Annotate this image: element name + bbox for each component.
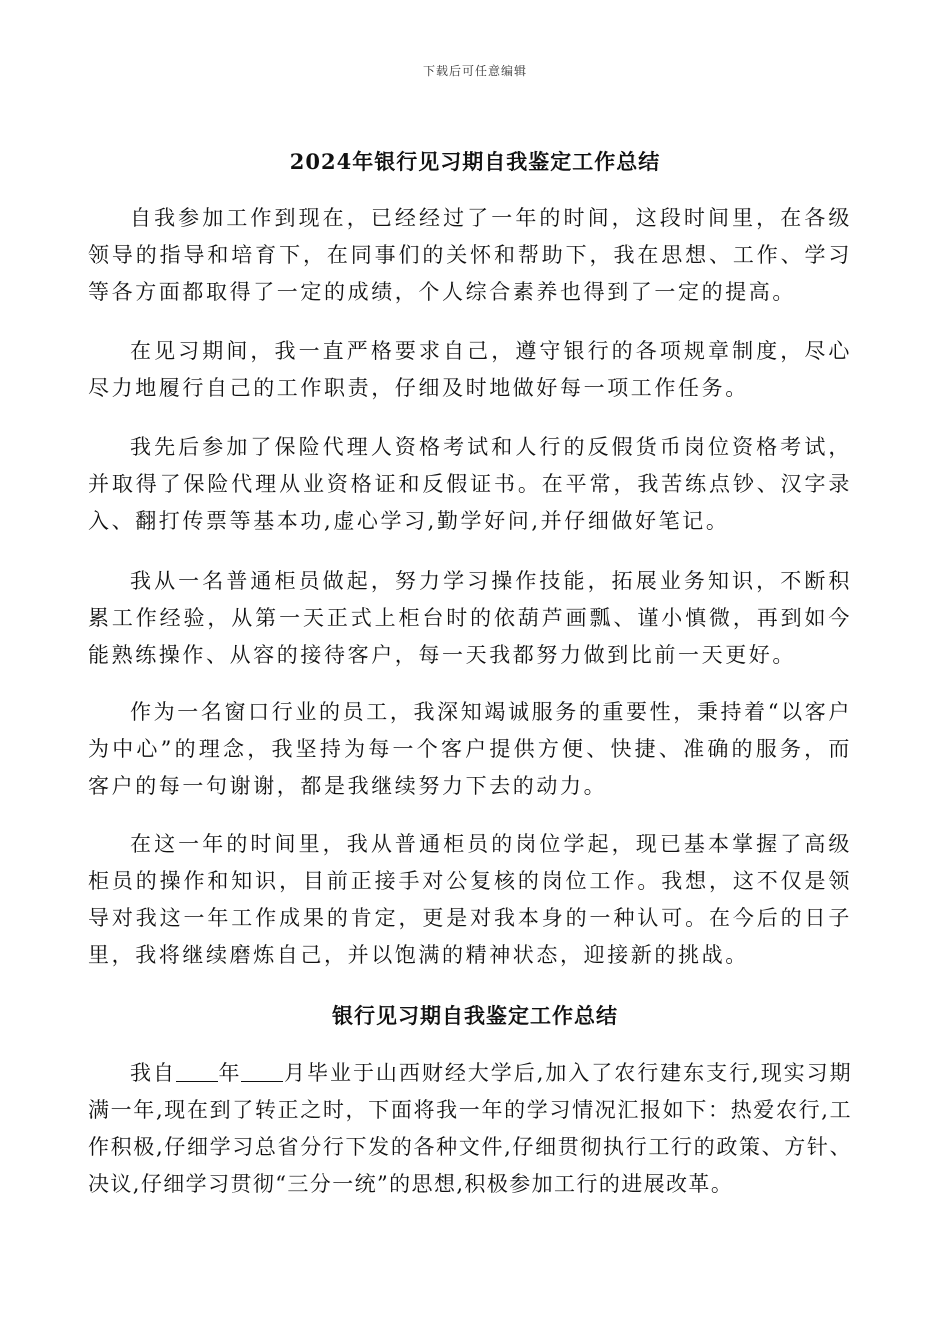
paragraph-1: 自我参加工作到现在，已经经过了一年的时间，这段时间里，在各级领导的指导和培育下，在同事们的关怀和帮助下，我在思想、工作、学习等各方面都取得了一定的成绩，个人综合素养也得到了一定的提高。: [88, 206, 852, 304]
paragraph-6: 在这一年的时间里，我从普通柜员的岗位学起，现已基本掌握了高级柜员的操作和知识，目前正接手对公复核的岗位工作。我想，这不仅是领导对我这一年工作成果的肯定，更是对我本身的一种认可。在今后的日子里，我将继续磨炼自己，并以饱满的精神状态，迎接新的挑战。: [88, 832, 852, 967]
paragraph-7-start: 我自: [130, 1061, 176, 1085]
paragraph-2: 在见习期间，我一直严格要求自己，遵守银行的各项规章制度，尽心尽力地履行自己的工作职责，仔细及时地做好每一项工作任务。: [88, 339, 852, 400]
paragraph-3: 我先后参加了保险代理人资格考试和人行的反假货币岗位资格考试，并取得了保险代理从业资格证和反假证书。在平常，我苦练点钞、汉字录入、翻打传票等基本功,虚心学习,勤学好问,并仔细做好笔记。: [88, 435, 852, 533]
paragraph-7-year: 年: [217, 1061, 242, 1085]
section-2-title: 银行见习期自我鉴定工作总结: [332, 1003, 618, 1028]
blank-line-month: [241, 1061, 283, 1082]
blank-line-year: [176, 1061, 218, 1082]
paragraph-7-rest: 月毕业于山西财经大学后,加入了农行建东支行,现实习期满一年,现在到了转正之时，下面将我一年的学习情况汇报如下：热爱农行,工作积极,仔细学习总省分行下发的各种文件,仔细贯彻执行工行的政策、方针、决议,仔细学习贯彻“三分一统”的思想,积极参加工行的进展改革。: [88, 1061, 852, 1196]
header-note: 下载后可任意编辑: [422, 64, 527, 78]
paragraph-4: 我从一名普通柜员做起，努力学习操作技能，拓展业务知识，不断积累工作经验，从第一天正式上柜台时的依葫芦画瓢、谨小慎微，再到如今能熟练操作、从容的接待客户，每一天我都努力做到比前一天更好。: [88, 569, 852, 667]
document-title: 2024年银行见习期自我鉴定工作总结: [289, 149, 661, 174]
paragraph-7: [88, 1055, 852, 1203]
paragraph-5: 作为一名窗口行业的员工，我深知竭诚服务的重要性，秉持着“以客户为中心”的理念，我坚持为每一个客户提供方便、快捷、准确的服务，而客户的每一句谢谢，都是我继续努力下去的动力。: [88, 700, 852, 798]
